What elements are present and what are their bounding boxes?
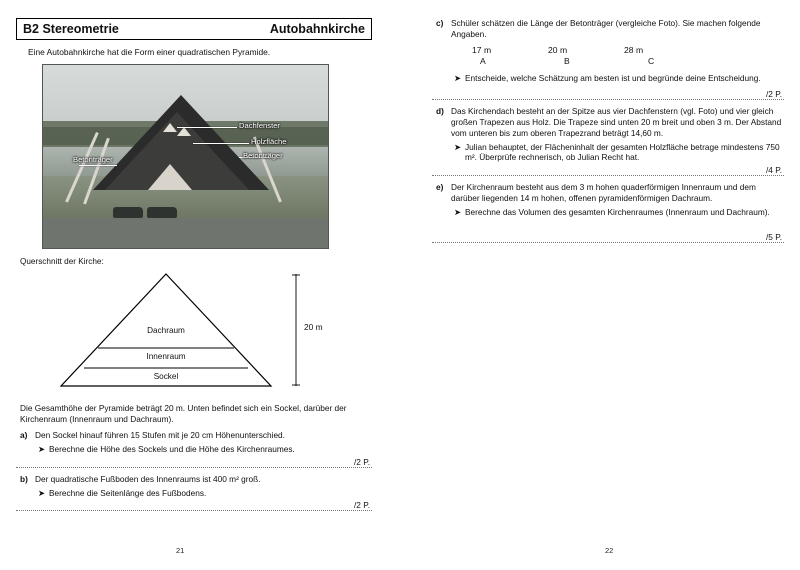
task-c [436, 18, 784, 40]
task-d [436, 106, 784, 138]
task-e [436, 182, 784, 204]
church-photo [42, 64, 329, 249]
task-c-text: Schüler schätzen die Länge der Betonträger (vergleiche Foto). Sie machen folgende Angaben. [451, 18, 761, 39]
task-b-sub [38, 488, 372, 499]
task-b-text: Der quadratische Fußboden des Innenraums ist 400 m² groß. [35, 473, 261, 484]
photo-dormer-1 [163, 123, 177, 132]
photo-dormer-2 [177, 127, 191, 136]
task-a-sub [38, 444, 372, 455]
task-e-sub [454, 207, 784, 218]
right-page-column [432, 18, 784, 243]
page-number-right: 22 [605, 546, 614, 555]
diagram-label-sockel: Sockel [153, 372, 179, 381]
task-e-text: Der Kirchenraum besteht aus dem 3 m hohen quaderförmigen Innenraum und dem darüber liegenden 14 m hohen, offenen pyramidenförmigen Dachraum. [451, 182, 756, 204]
cross-section-caption: Querschnitt der Kirche: [20, 257, 104, 266]
task-b-points: /2 P. [354, 500, 370, 511]
arrow-bullet-icon: ➤ [38, 487, 45, 498]
estimate-value-a: 17 m [472, 44, 492, 55]
task-b [20, 474, 372, 485]
task-b-points-line [16, 500, 372, 511]
leader-line-holzflaeche [193, 143, 249, 144]
photo-gable [148, 164, 192, 190]
photo-label-betontraeger-right: Betonträger [243, 151, 283, 160]
estimate-letters-row [472, 56, 784, 66]
cross-section-diagram [56, 268, 356, 403]
diagram-height-label: 20 m [304, 322, 323, 332]
task-e-sub-text: Berechne das Volumen des gesamten Kirchenraumes (Innenraum und Dachraum). [465, 206, 770, 217]
task-d-points-line [432, 165, 784, 176]
task-c-sub [454, 73, 784, 84]
task-d-points: /4 P. [766, 165, 782, 176]
exercise-header [16, 18, 372, 40]
exercise-code-title: B2 Stereometrie [23, 22, 119, 36]
task-d-text: Das Kirchendach besteht an der Spitze aus vier Dachfenstern (vgl. Foto) und vier gleich großen Trapezen aus Holz. Die Trapeze sind unten 20 m breit und oben 3 m. Der Abstand vom unteren bis zum oberen Trapezrand beträgt 14,60 m. [451, 106, 782, 138]
pyramid-description: Die Gesamthöhe der Pyramide beträgt 20 m. Unten befindet sich ein Sockel, darüber der Kirchenraum (Innenraum und Dachraum). [20, 403, 347, 424]
leader-line-betontraeger-left [79, 165, 117, 166]
photo-road [43, 218, 328, 248]
photo-car-1 [113, 207, 143, 218]
estimate-letter-a: A [480, 55, 486, 66]
task-d-label: d) [436, 106, 444, 117]
task-a-points: /2 P. [354, 456, 370, 467]
task-e-points-line [432, 232, 784, 243]
page-number-left: 21 [176, 546, 185, 555]
pyramid-svg [56, 268, 356, 403]
task-b-label: b) [20, 473, 28, 484]
task-c-sub-text: Entscheide, welche Schätzung am besten ist und begründe deine Entscheidung. [465, 72, 761, 83]
task-c-points-line [432, 89, 784, 100]
leader-line-dachfenster [177, 127, 237, 128]
estimate-value-b: 20 m [548, 44, 568, 55]
task-b-sub-text: Berechne die Seitenlänge des Fußbodens. [49, 487, 207, 498]
task-d-sub [454, 142, 784, 164]
task-c-points: /2 P. [766, 89, 782, 100]
task-a-text: Den Sockel hinauf führen 15 Stufen mit je 20 cm Höhenunterschied. [35, 430, 285, 441]
photo-label-betontraeger-left: Betonträger [73, 155, 113, 164]
task-c-label: c) [436, 18, 444, 28]
arrow-bullet-icon: ➤ [454, 206, 461, 217]
task-a-points-line [16, 457, 372, 468]
task-a [20, 430, 372, 441]
photo-label-dachfenster: Dachfenster [239, 121, 280, 130]
diagram-label-dachraum: Dachraum [147, 326, 185, 335]
photo-car-2 [147, 207, 177, 218]
diagram-label-innenraum: Innenraum [146, 352, 186, 361]
task-d-sub-text: Julian behauptet, der Flächeninhalt der gesamten Holzfläche betrage mindestens 750 m². Überprüfe rechnerisch, ob Julian Recht hat. [465, 141, 780, 163]
task-e-points: /5 P. [766, 231, 782, 242]
photo-label-holzflaeche: Holzfläche [251, 137, 287, 146]
estimate-letter-b: B [564, 55, 570, 66]
arrow-bullet-icon: ➤ [454, 72, 461, 83]
left-page-column [16, 18, 372, 511]
arrow-bullet-icon: ➤ [454, 141, 461, 152]
estimate-value-c: 28 m [624, 44, 644, 55]
intro-text: Eine Autobahnkirche hat die Form einer quadratischen Pyramide. [28, 47, 271, 57]
arrow-bullet-icon: ➤ [38, 444, 45, 454]
task-e-label: e) [436, 182, 444, 193]
task-a-label: a) [20, 430, 28, 441]
exercise-topic-title: Autobahnkirche [269, 22, 365, 36]
task-a-sub-text: Berechne die Höhe des Sockels und die Höhe des Kirchenraumes. [49, 444, 295, 454]
estimate-values-row [472, 45, 784, 55]
estimate-letter-c: C [648, 55, 655, 66]
